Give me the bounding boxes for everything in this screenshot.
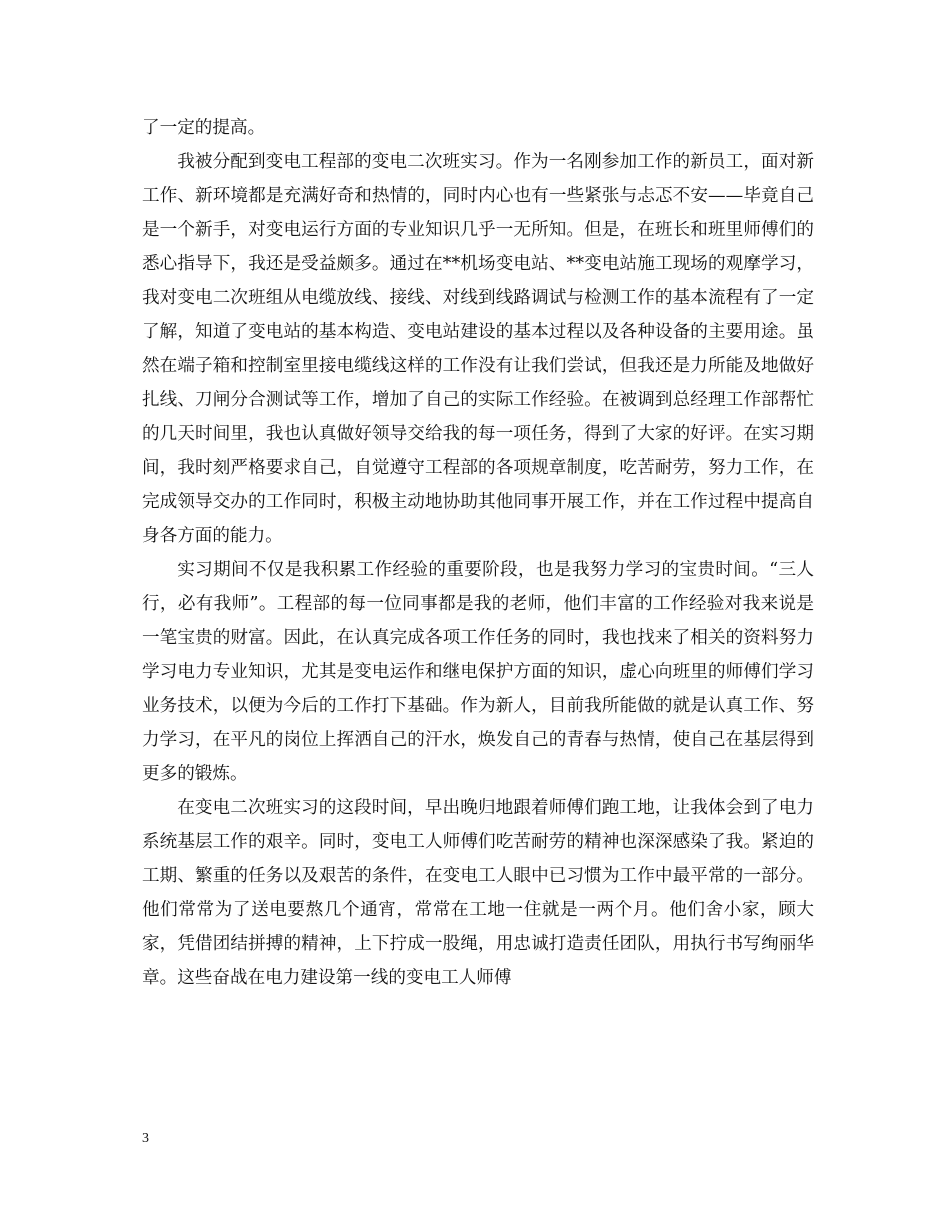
paragraph-continued: 了一定的提高。 — [142, 118, 266, 138]
document-body — [142, 111, 814, 995]
paragraph-field-work: 在变电二次班实习的这段时间，早出晚归地跟着师傅们跑工地，让我体会到了电力系统基层工作的艰辛。同时，变电工人师傅们吃苦耐劳的精神也深深感染了我。紧迫的工期、繁重的任务以及艰苦的条件，在变电工人眼中已习惯为工作中最平常的一部分。他们常常为了送电要熬几个通宵，常常在工地一住就是一两个月。他们舍小家，顾大家，凭借团结拼搏的精神，上下拧成一股绳，用忠诚打造责任团队，用执行书写绚丽华章。这些奋战在电力建设第一线的变电工人师傅 — [142, 798, 814, 988]
paragraph-internship-assignment: 我被分配到变电工程部的变电二次班实习。作为一名刚参加工作的新员工，面对新工作、新环境都是充满好奇和热情的，同时内心也有一些紧张与忐忑不安——毕竟自己是一个新手，对变电运行方面的专业知识几乎一无所知。但是，在班长和班里师傅们的悉心指导下，我还是受益颇多。通过在**机场变电站、**变电站施工现场的观摩学习，我对变电二次班组从电缆放线、接线、对线到线路调试与检测工作的基本流程有了一定了解，知道了变电站的基本构造、变电站建设的基本过程以及各种设备的主要用途。虽然在端子箱和控制室里接电缆线这样的工作没有让我们尝试，但我还是力所能及地做好扎线、刀闸分合测试等工作，增加了自己的实际工作经验。在被调到总经理工作部帮忙的几天时间里，我也认真做好领导交给我的每一项任务，得到了大家的好评。在实习期间，我时刻严格要求自己，自觉遵守工程部的各项规章制度，吃苦耐劳，努力工作，在完成领导交办的工作同时，积极主动地协助其他同事开展工作，并在工作过程中提高自身各方面的能力。 — [142, 152, 814, 546]
page-number: 3 — [142, 1131, 149, 1146]
paragraph-learning-period: 实习期间不仅是我积累工作经验的重要阶段，也是我努力学习的宝贵时间。“三人行，必有我师”。工程部的每一位同事都是我的老师，他们丰富的工作经验对我来说是一笔宝贵的财富。因此，在认真完成各项工作任务的同时，我也找来了相关的资料努力学习电力专业知识，尤其是变电运作和继电保护方面的知识，虚心向班里的师傅们学习业务技术，以便为今后的工作打下基础。作为新人，目前我所能做的就是认真工作、努力学习，在平凡的岗位上挥洒自己的汗水，焕发自己的青春与热情，使自己在基层得到更多的锻炼。 — [142, 560, 814, 784]
